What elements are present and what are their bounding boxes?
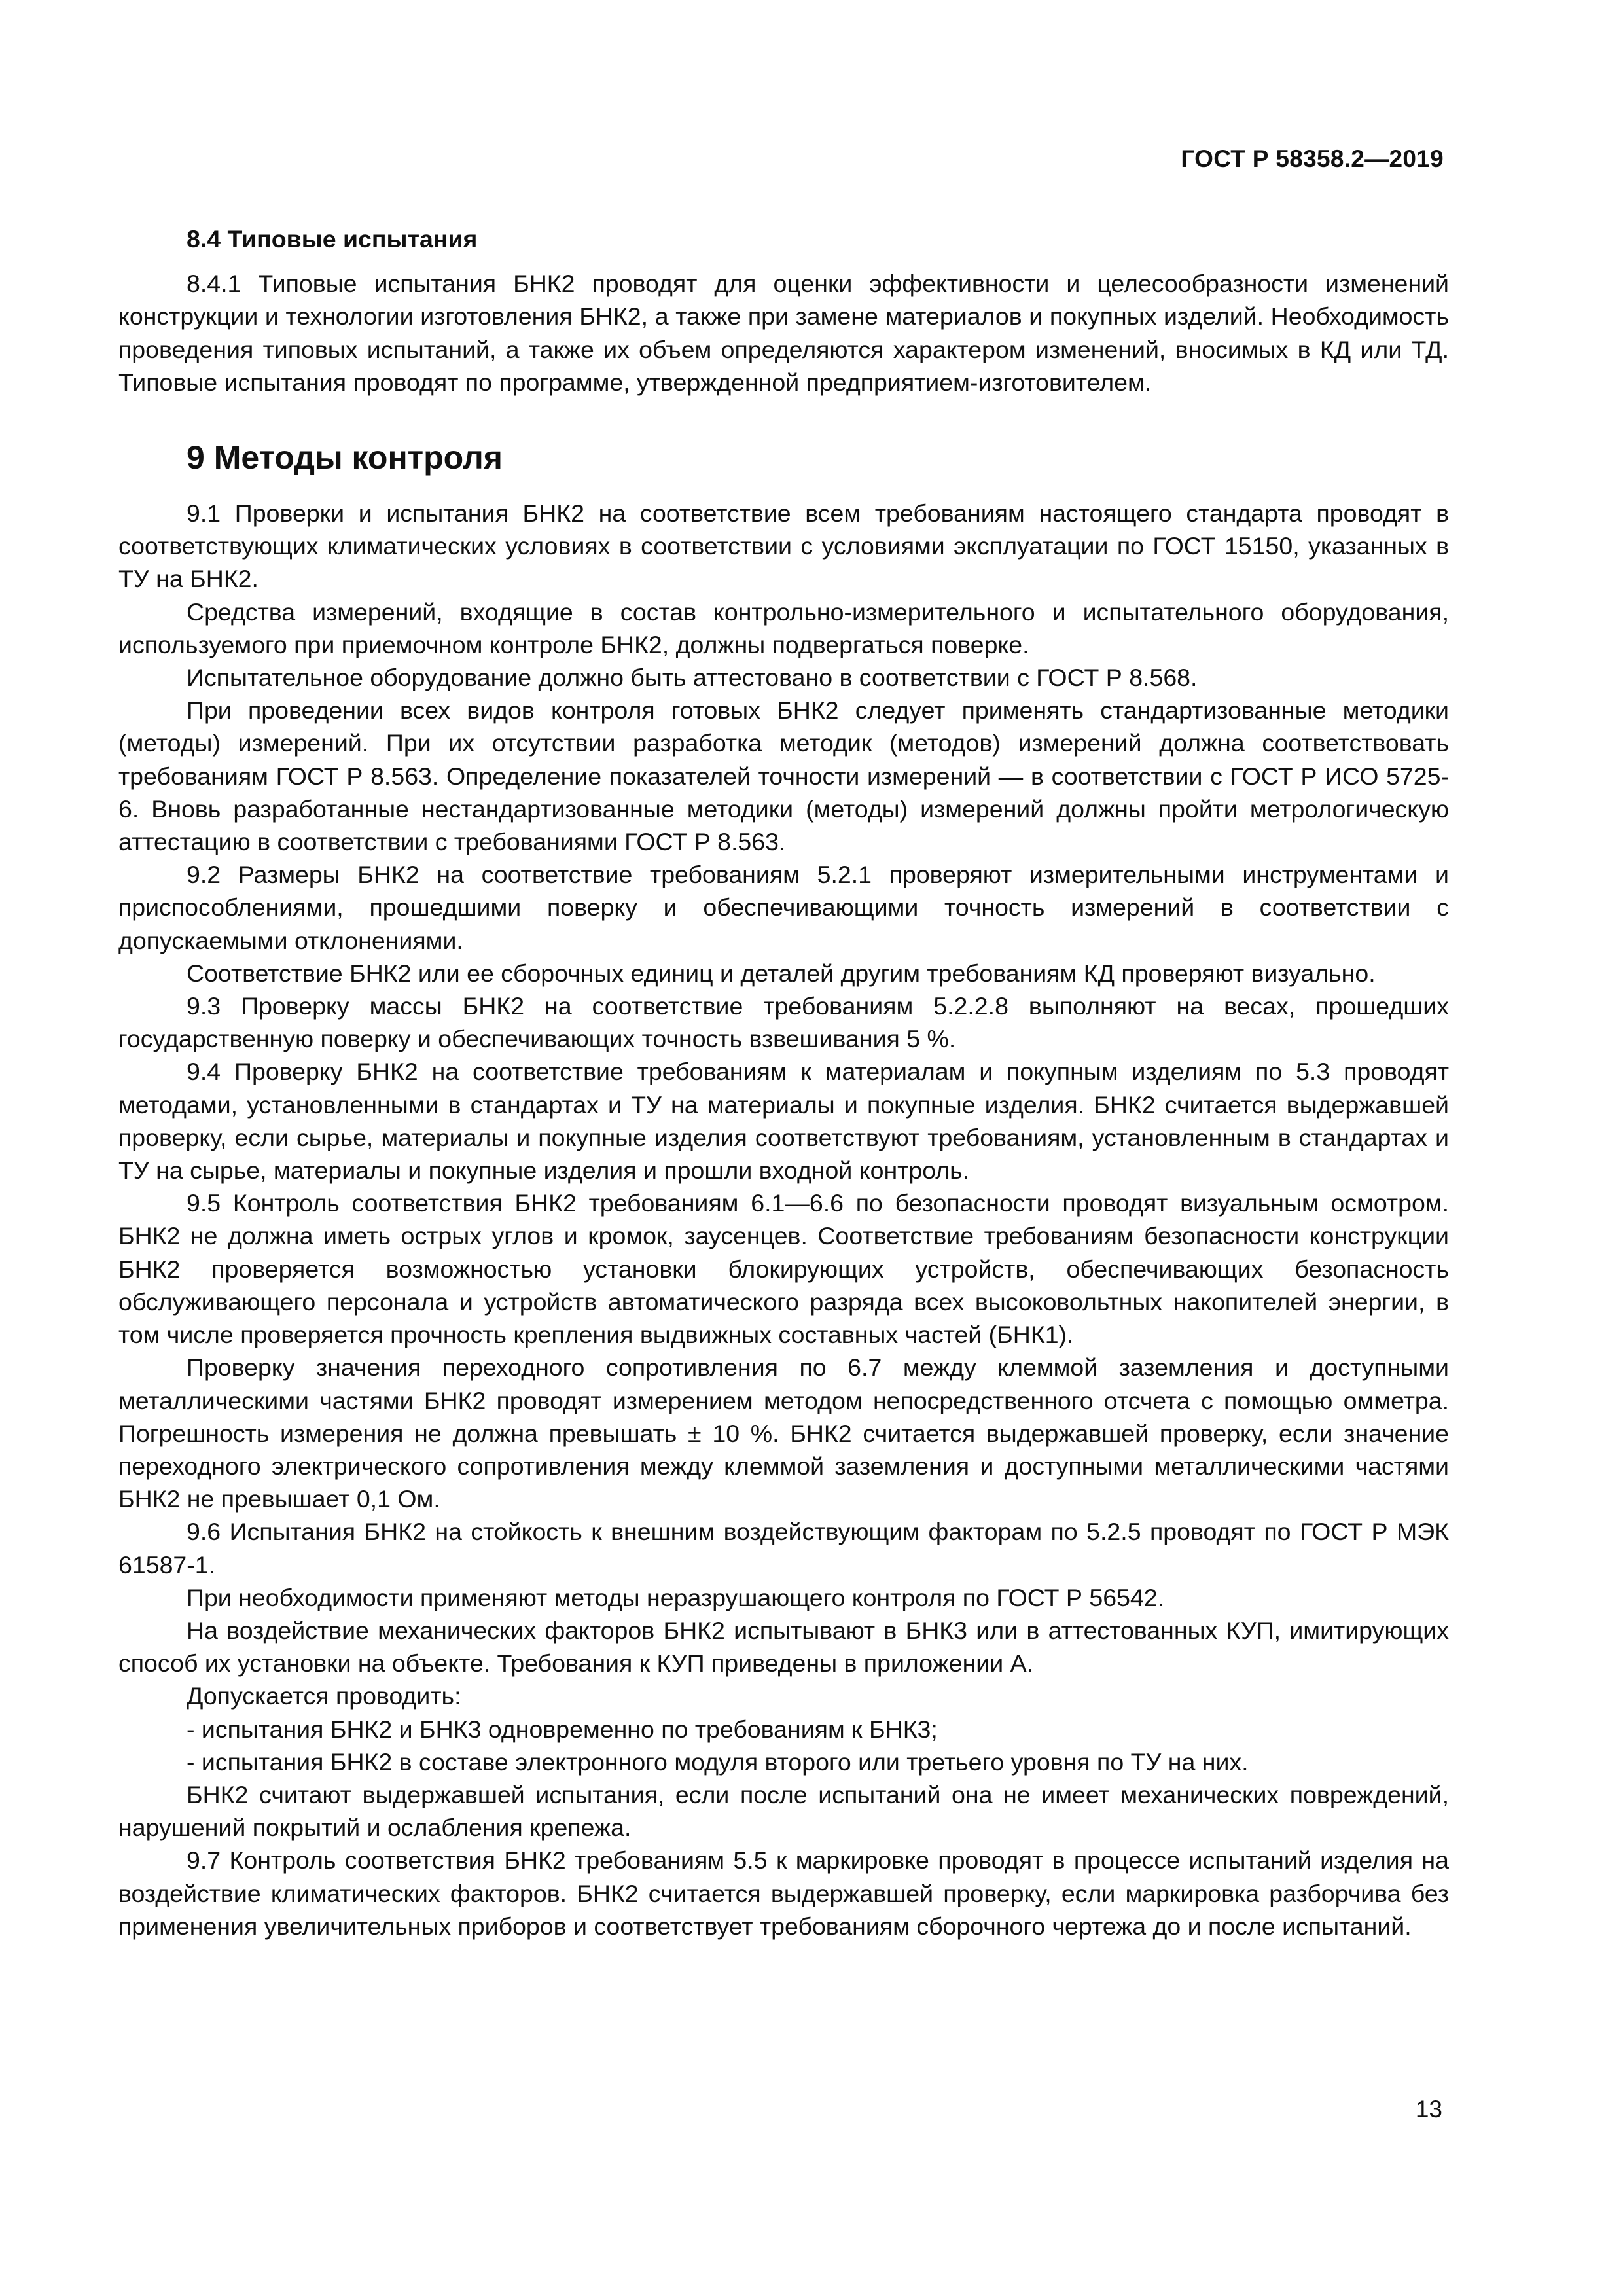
paragraph: 9.1 Проверки и испытания БНК2 на соответствие всем требованиям настоящего стандарта проводят в соответствующих климатических условиях в соответствии с условиями эксплуатации по ГОСТ 15150, указанных в ТУ на БНК2. (118, 499, 1449, 593)
page-content (118, 223, 1449, 1943)
paragraph: Испытательное оборудование должно быть аттестовано в соответствии с ГОСТ Р 8.568. (187, 664, 1198, 692)
paragraph: При необходимости применяют методы неразрушающего контроля по ГОСТ Р 56542. (187, 1583, 1165, 1611)
paragraph: 9.2 Размеры БНК2 на соответствие требованиям 5.2.1 проверяют измерительными инструментами и приспособлениями, прошедшими поверку и обеспечивающими точность измерений в соответствии с допускаемыми отклонениями. (118, 861, 1449, 954)
paragraph: Средства измерений, входящие в состав контрольно-измерительного и испытательного оборудования, используемого при приемочном контроле БНК2, должны подвергаться поверке. (118, 598, 1449, 658)
list-item: - испытания БНК2 и БНК3 одновременно по требованиям к БНК3; (187, 1715, 938, 1743)
paragraph: На воздействие механических факторов БНК2 испытывают в БНК3 или в аттестованных КУП, имитирующих способ их установки на объекте. Требования к КУП приведены в приложении А. (118, 1616, 1449, 1677)
paragraph: 9.5 Контроль соответствия БНК2 требованиям 6.1—6.6 по безопасности проводят визуальным осмотром. БНК2 не должна иметь острых углов и кромок, заусенцев. Соответствие требованиям безопасности конструкции БНК2 проверяется возможностью установки блокирующих устройств, обеспечивающих безопасность обслуживающего персонала и устройств автоматического разряда всех высоковольтных накопителей энергии, в том числе проверяется прочность крепления выдвижных составных частей (БНК1). (118, 1189, 1449, 1349)
paragraph: Допускается проводить: (187, 1682, 461, 1710)
section-title: 9 Методы контроля (187, 439, 503, 476)
paragraph: 9.4 Проверку БНК2 на соответствие требованиям к материалам и покупным изделиям по 5.3 проводят методами, установленными в стандартах и ТУ на материалы и покупные изделия. БНК2 считается выдержавшей проверку, если сырье, материалы и покупные изделия соответствуют требованиям, установленным в стандартах и ТУ на сырье, материалы и покупные изделия и прошли входной контроль. (118, 1058, 1449, 1185)
page-number: 13 (1415, 2096, 1442, 2123)
document-code: ГОСТ Р 58358.2—2019 (1181, 145, 1444, 172)
paragraph: БНК2 считают выдержавшей испытания, если после испытаний она не имеет механических повреждений, нарушений покрытий и ослабления крепежа. (118, 1780, 1449, 1842)
paragraph: 9.7 Контроль соответствия БНК2 требованиям 5.5 к маркировке проводят в процессе испытаний изделия на воздействие климатических факторов. БНК2 считается выдержавшей проверку, если маркировка разборчива без применения увеличительных приборов и соответствует требованиям сборочного чертежа до и после испытаний. (118, 1846, 1449, 1940)
paragraph: 9.3 Проверку массы БНК2 на соответствие требованиям 5.2.2.8 выполняют на весах, прошедших государственную поверку и обеспечивающих точность взвешивания 5 %. (118, 992, 1449, 1053)
paragraph: 8.4.1 Типовые испытания БНК2 проводят для оценки эффективности и целесообразности изменений конструкции и технологии изготовления БНК2, а также при замене материалов и покупных изделий. Необходимость проведения типовых испытаний, а также их объем определяются характером изменений, вносимых в КД или ТД. Типовые испытания проводят по программе, утвержденной предприятием-изготовителем. (118, 270, 1449, 396)
list-item: - испытания БНК2 в составе электронного модуля второго или третьего уровня по ТУ на них. (187, 1748, 1249, 1776)
subsection-title: 8.4 Типовые испытания (187, 225, 478, 253)
paragraph: Соответствие БНК2 или ее сборочных единиц и деталей другим требованиям КД проверяют визуально. (187, 959, 1376, 987)
paragraph: Проверку значения переходного сопротивления по 6.7 между клеммой заземления и доступными металлическими частями БНК2 проводят измерением методом непосредственного отсчета с помощью омметра. Погрешность измерения не должна превышать ± 10 %. БНК2 считается выдержавшей проверку, если значение переходного электрического сопротивления между клеммой заземления и доступными металлическими частями БНК2 не превышает 0,1 Ом. (118, 1354, 1449, 1513)
paragraph: При проведении всех видов контроля готовых БНК2 следует применять стандартизованные методики (методы) измерений. При их отсутствии разработка методик (методов) измерений должна соответствовать требованиям ГОСТ Р 8.563. Определение показателей точности измерений — в соответствии с ГОСТ Р ИСО 5725-6. Вновь разработанные нестандартизованные методики (методы) измерений должны пройти метрологическую аттестацию в соответствии с требованиями ГОСТ Р 8.563. (118, 696, 1449, 856)
paragraph: 9.6 Испытания БНК2 на стойкость к внешним воздействующим факторам по 5.2.5 проводят по ГОСТ Р МЭК 61587-1. (118, 1518, 1449, 1579)
